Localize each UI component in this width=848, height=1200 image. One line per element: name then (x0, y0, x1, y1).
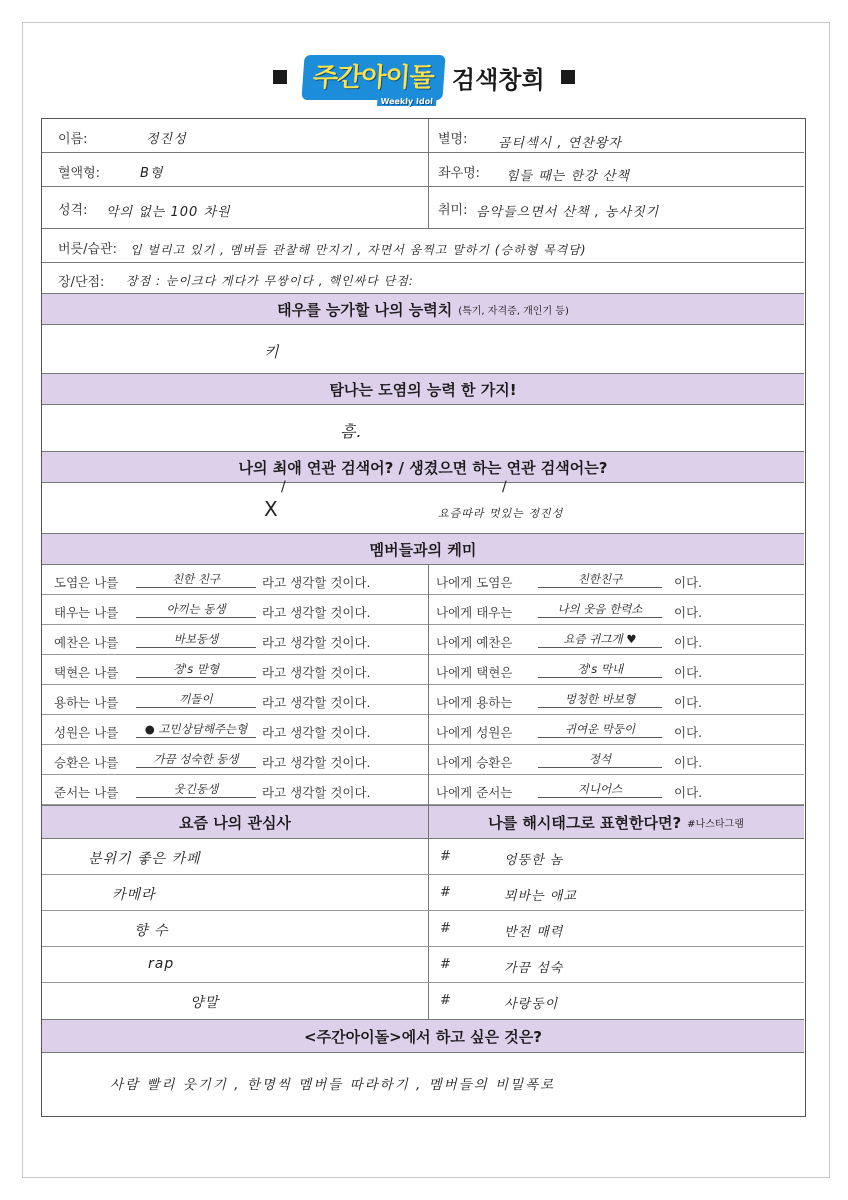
chemistry-left-suffix: 라고 생각할 것이다. (262, 725, 371, 740)
hashtag-cell (428, 875, 804, 910)
interest-cell (42, 839, 429, 874)
chemistry-left-prefix: 예찬은 나를 (54, 635, 119, 650)
chemistry-right-prefix: 나에게 예찬은 (436, 635, 513, 650)
chemistry-row (42, 565, 804, 595)
profile-row-name (42, 119, 804, 153)
interest-value: 양말 (190, 995, 220, 1011)
hashtag-symbol: # (440, 993, 451, 1008)
blood-value: B형 (140, 166, 164, 181)
logo-subtext: Weekly Idol (378, 97, 437, 106)
interest-cell (42, 875, 429, 910)
chemistry-left-fill: 바보동생 (136, 631, 256, 648)
chemistry-right-prefix: 나에게 성원은 (436, 725, 513, 740)
blood-label: 혈액형: (58, 166, 101, 181)
chemistry-left-suffix: 라고 생각할 것이다. (262, 635, 371, 650)
hashtag-value: 반전 매력 (504, 925, 564, 940)
chemistry-left-fill: 친한 친구 (136, 571, 256, 588)
chemistry-row (42, 655, 804, 685)
chemistry-right-suffix: 이다. (674, 575, 703, 590)
personality-label: 성격: (58, 203, 88, 218)
chemistry-row (42, 625, 804, 655)
search-keyword-answer-area (42, 479, 804, 533)
motto-label: 좌우명: (438, 166, 481, 181)
chemistry-right-prefix: 나에게 준서는 (436, 785, 513, 800)
ability-answer-area (42, 325, 804, 373)
profile-row-pros (42, 263, 804, 293)
chemistry-left-prefix: 용하는 나를 (54, 695, 119, 710)
hobby-label: 취미: (438, 203, 468, 218)
chemistry-left-prefix: 도염은 나를 (54, 575, 119, 590)
alias-value: 곰티섹시 , 연찬왕자 (498, 136, 622, 151)
personality-value: 악의 없는 100 차원 (106, 205, 231, 220)
page-header (0, 52, 848, 106)
chemistry-left-fill: 아끼는 동생 (136, 601, 256, 618)
chemistry-right-fill: 요즘 귀그개 ♥ (538, 631, 662, 648)
black-square-icon (561, 70, 575, 84)
interest-value: 향 수 (134, 923, 169, 939)
questionnaire-sheet (41, 118, 806, 1117)
chemistry-right-prefix: 나에게 도염은 (436, 575, 513, 590)
doyeom-answer-area (42, 405, 804, 451)
hashtag-symbol: # (440, 849, 451, 864)
chemistry-left-suffix: 라고 생각할 것이다. (262, 695, 371, 710)
chemistry-right-suffix: 이다. (674, 605, 703, 620)
chemistry-right-suffix: 이다. (674, 635, 703, 650)
chemistry-left-fill: 웃긴동생 (136, 781, 256, 798)
hashtag-note: #나스타그램 (687, 818, 744, 830)
hashtag-symbol: # (440, 885, 451, 900)
habit-label: 버릇/습관: (58, 242, 117, 257)
search-keyword-title: 나의 최애 연관 검색어? / 생겼으면 하는 연관 검색어는? (238, 458, 608, 477)
chemistry-left-suffix: 라고 생각할 것이다. (262, 605, 371, 620)
chemistry-left-suffix: 라고 생각할 것이다. (262, 785, 371, 800)
hashtag-cell (428, 839, 804, 874)
black-square-icon (273, 70, 287, 84)
ability-answer: 키 (264, 343, 280, 361)
logo-text: 주간아이돌 (312, 62, 435, 93)
interest-row (42, 839, 804, 875)
hashtag-cell (428, 911, 804, 946)
chemistry-title: 멤버들과의 케미 (369, 540, 477, 559)
chemistry-right-cell (428, 775, 804, 805)
chemistry-right-prefix: 나에게 승환은 (436, 755, 513, 770)
chemistry-left-cell (42, 775, 429, 805)
tick-mark: / (281, 479, 286, 495)
chemistry-left-cell (42, 565, 429, 595)
chemistry-left-cell (42, 745, 429, 775)
interest-value: 분위기 좋은 카페 (88, 851, 201, 867)
chemistry-left-fill: ● 고민상담해주는형 (136, 721, 256, 738)
ability-title: 태우를 능가할 나의 능력치 (277, 300, 453, 319)
interest-row (42, 875, 804, 911)
interest-row (42, 911, 804, 947)
chemistry-right-cell (428, 685, 804, 715)
chemistry-right-cell (428, 745, 804, 775)
doyeom-answer: 흠. (340, 422, 363, 441)
chemistry-left-suffix: 라고 생각할 것이다. (262, 665, 371, 680)
chemistry-left-cell (42, 625, 429, 655)
chemistry-row (42, 775, 804, 805)
wish-title: <주간아이돌>에서 하고 싶은 것은? (304, 1027, 542, 1046)
chemistry-row (42, 745, 804, 775)
chemistry-right-suffix: 이다. (674, 785, 703, 800)
chemistry-right-suffix: 이다. (674, 695, 703, 710)
pros-label: 장/단점: (58, 275, 105, 290)
chemistry-right-cell (428, 595, 804, 625)
search-left-answer: X (264, 497, 279, 521)
chemistry-right-fill: 친한친구 (538, 571, 662, 588)
hashtag-value: 사랑둥이 (504, 997, 559, 1012)
profile-row-personality (42, 187, 804, 229)
search-right-answer: 요즘따라 멋있는 정진성 (438, 507, 564, 520)
chemistry-left-fill: 정's 맏형 (136, 661, 256, 678)
chemistry-right-cell (428, 655, 804, 685)
chemistry-right-fill: 귀여운 막둥이 (538, 721, 662, 738)
hashtag-cell (428, 983, 804, 1019)
chemistry-right-suffix: 이다. (674, 755, 703, 770)
search-keyword-header (42, 451, 804, 483)
chemistry-right-cell (428, 625, 804, 655)
chemistry-right-fill: 지니어스 (538, 781, 662, 798)
chemistry-left-cell (42, 595, 429, 625)
doyeom-title: 탐나는 도염의 능력 한 가지! (329, 380, 517, 399)
chemistry-right-fill: 정석 (538, 751, 662, 768)
chemistry-right-cell (428, 715, 804, 745)
chemistry-row (42, 685, 804, 715)
chemistry-row (42, 595, 804, 625)
chemistry-right-suffix: 이다. (674, 665, 703, 680)
alias-label: 별명: (438, 132, 468, 147)
chemistry-right-prefix: 나에게 태우는 (436, 605, 513, 620)
interest-value: rap (148, 956, 175, 972)
hashtag-symbol: # (440, 921, 451, 936)
hashtag-value: 가끔 섬숙 (504, 961, 564, 976)
name-value: 정진성 (146, 132, 187, 147)
wish-answer-area (42, 1053, 804, 1115)
hashtag-title: 나를 해시태그로 표현한다면? (488, 813, 682, 832)
weekly-idol-logo (302, 55, 446, 106)
hashtag-value: 뫼바는 애교 (504, 889, 577, 904)
chemistry-left-fill: 가끔 성숙한 동생 (136, 751, 256, 768)
chemistry-left-prefix: 준서는 나를 (54, 785, 119, 800)
chemistry-right-fill: 멍청한 바보형 (538, 691, 662, 708)
chemistry-right-prefix: 나에게 택현은 (436, 665, 513, 680)
chemistry-right-fill: 나의 웃음 한력소 (538, 601, 662, 618)
chemistry-right-fill: 정's 막내 (538, 661, 662, 678)
interest-cell (42, 947, 429, 982)
chemistry-left-suffix: 라고 생각할 것이다. (262, 755, 371, 770)
chemistry-right-prefix: 나에게 용하는 (436, 695, 513, 710)
interest-value: 카메라 (112, 887, 156, 903)
chemistry-left-prefix: 택현은 나를 (54, 665, 119, 680)
chemistry-header (42, 533, 804, 565)
habit-value: 입 벌리고 있기 , 멤버들 관찰해 만지기 , 자면서 움찍고 말하기 (승하형 목격담) (130, 243, 587, 257)
interest-cell (42, 911, 429, 946)
name-label: 이름: (58, 132, 88, 147)
interests-title: 요즘 나의 관심사 (179, 813, 291, 832)
wish-header (42, 1019, 804, 1053)
interest-row (42, 983, 804, 1019)
chemistry-left-prefix: 성원은 나를 (54, 725, 119, 740)
chemistry-right-cell (428, 565, 804, 595)
interest-row (42, 947, 804, 983)
chemistry-left-cell (42, 715, 429, 745)
ability-note: (특기, 자격증, 개인기 등) (458, 305, 569, 317)
doyeom-header (42, 373, 804, 405)
hashtag-value: 엉뚱한 놈 (504, 853, 564, 868)
chemistry-left-fill: 끼돌이 (136, 691, 256, 708)
chemistry-row (42, 715, 804, 745)
motto-value: 힘들 때는 한강 산책 (506, 169, 630, 184)
interests-header (42, 805, 804, 839)
wish-answer: 사람 빨리 웃기기 , 한명씩 멤버들 따라하기 , 멤버들의 비밀폭로 (110, 1077, 556, 1093)
page-title: 검색창희 (451, 65, 545, 94)
chemistry-left-cell (42, 655, 429, 685)
tick-mark: / (502, 479, 507, 495)
hashtag-symbol: # (440, 957, 451, 972)
pros-value: 장점 : 눈이크다 게다가 무쌍이다 , 핵인싸다 단점: (126, 274, 414, 288)
chemistry-left-cell (42, 685, 429, 715)
ability-header (42, 293, 804, 325)
hobby-value: 음악들으면서 산책 , 농사짓기 (476, 205, 660, 220)
profile-row-habit (42, 229, 804, 263)
chemistry-left-prefix: 승환은 나를 (54, 755, 119, 770)
chemistry-right-suffix: 이다. (674, 725, 703, 740)
profile-row-blood (42, 153, 804, 187)
interest-cell (42, 983, 429, 1019)
hashtag-cell (428, 947, 804, 982)
chemistry-left-suffix: 라고 생각할 것이다. (262, 575, 371, 590)
chemistry-left-prefix: 태우는 나를 (54, 605, 119, 620)
